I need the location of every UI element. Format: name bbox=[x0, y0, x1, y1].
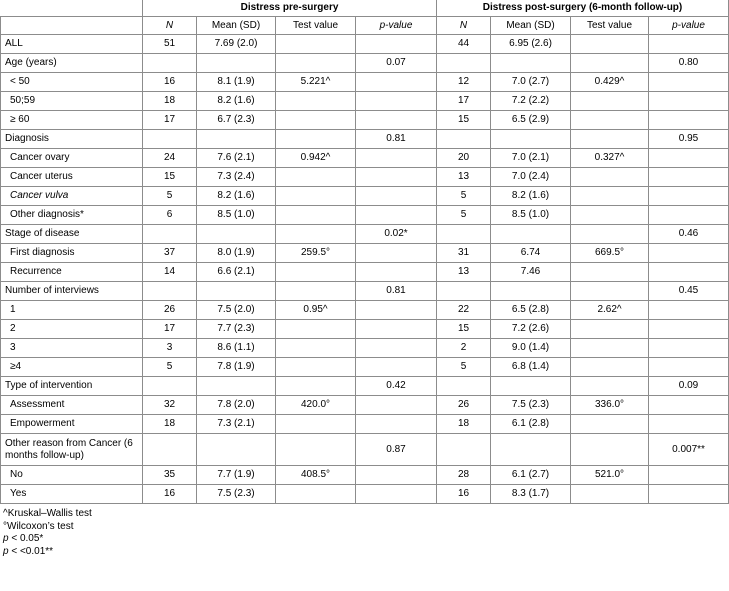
cell-pre-mean: 7.69 (2.0) bbox=[197, 35, 276, 54]
cell-post-p bbox=[649, 263, 729, 282]
cell-pre-p bbox=[356, 466, 437, 485]
row-label: 2 bbox=[1, 320, 143, 339]
table-row bbox=[1, 396, 729, 415]
cell-pre-test bbox=[276, 35, 356, 54]
cell-pre-mean: 8.6 (1.1) bbox=[197, 339, 276, 358]
cell-post-n: 20 bbox=[437, 149, 491, 168]
table-row bbox=[1, 301, 729, 320]
cell-pre-mean: 7.8 (1.9) bbox=[197, 358, 276, 377]
cell-post-test bbox=[571, 187, 649, 206]
cell-pre-n: 5 bbox=[143, 187, 197, 206]
cell-pre-p: 0.02* bbox=[356, 225, 437, 244]
cell-post-p bbox=[649, 244, 729, 263]
cell-post-test bbox=[571, 206, 649, 225]
cell-post-p bbox=[649, 301, 729, 320]
cell-post-p bbox=[649, 396, 729, 415]
cell-pre-n: 18 bbox=[143, 415, 197, 434]
cell-pre-test bbox=[276, 187, 356, 206]
cell-post-mean: 6.1 (2.8) bbox=[491, 415, 571, 434]
footnotes bbox=[0, 504, 729, 558]
cell-post-mean: 6.74 bbox=[491, 244, 571, 263]
cell-post-mean bbox=[491, 282, 571, 301]
cell-post-n: 2 bbox=[437, 339, 491, 358]
cell-post-test bbox=[571, 377, 649, 396]
row-label: ≥ 60 bbox=[1, 111, 143, 130]
cell-pre-mean: 8.2 (1.6) bbox=[197, 92, 276, 111]
column-header-row bbox=[1, 17, 729, 35]
col-n-pre: N bbox=[143, 17, 197, 35]
cell-pre-mean bbox=[197, 434, 276, 466]
table-row bbox=[1, 282, 729, 301]
row-label: Yes bbox=[1, 485, 143, 504]
footnote-text: < 0.05* bbox=[8, 533, 44, 545]
cell-pre-mean: 8.0 (1.9) bbox=[197, 244, 276, 263]
row-label: Type of intervention bbox=[1, 377, 143, 396]
cell-pre-p: 0.81 bbox=[356, 130, 437, 149]
col-n-post: N bbox=[437, 17, 491, 35]
row-label: Diagnosis bbox=[1, 130, 143, 149]
cell-post-n: 16 bbox=[437, 485, 491, 504]
row-label: Stage of disease bbox=[1, 225, 143, 244]
col-mean-pre: Mean (SD) bbox=[197, 17, 276, 35]
cell-post-mean: 8.3 (1.7) bbox=[491, 485, 571, 504]
cell-post-p bbox=[649, 187, 729, 206]
row-label: Other diagnosis* bbox=[1, 206, 143, 225]
row-label: ALL bbox=[1, 35, 143, 54]
table-row bbox=[1, 35, 729, 54]
cell-pre-mean: 7.3 (2.1) bbox=[197, 415, 276, 434]
col-p-post: p-value bbox=[649, 17, 729, 35]
cell-post-test bbox=[571, 35, 649, 54]
cell-pre-test bbox=[276, 92, 356, 111]
cell-pre-test bbox=[276, 282, 356, 301]
cell-pre-n: 17 bbox=[143, 111, 197, 130]
row-label: Empowerment bbox=[1, 415, 143, 434]
cell-post-p: 0.95 bbox=[649, 130, 729, 149]
row-label: Recurrence bbox=[1, 263, 143, 282]
cell-post-n: 28 bbox=[437, 466, 491, 485]
row-label: Age (years) bbox=[1, 54, 143, 73]
cell-post-n bbox=[437, 54, 491, 73]
cell-pre-test bbox=[276, 206, 356, 225]
cell-pre-test bbox=[276, 225, 356, 244]
footnote bbox=[3, 533, 729, 546]
cell-post-mean: 7.0 (2.4) bbox=[491, 168, 571, 187]
cell-post-n bbox=[437, 377, 491, 396]
row-label: No bbox=[1, 466, 143, 485]
cell-post-mean: 7.2 (2.2) bbox=[491, 92, 571, 111]
cell-post-n: 5 bbox=[437, 187, 491, 206]
cell-post-n bbox=[437, 225, 491, 244]
cell-post-test: 0.429^ bbox=[571, 73, 649, 92]
cell-pre-test bbox=[276, 377, 356, 396]
cell-post-mean: 6.95 (2.6) bbox=[491, 35, 571, 54]
cell-post-test bbox=[571, 485, 649, 504]
col-p-pre: p-value bbox=[356, 17, 437, 35]
cell-pre-mean: 6.6 (2.1) bbox=[197, 263, 276, 282]
cell-pre-n: 37 bbox=[143, 244, 197, 263]
cell-pre-p bbox=[356, 485, 437, 504]
cell-post-mean: 7.46 bbox=[491, 263, 571, 282]
cell-post-n: 26 bbox=[437, 396, 491, 415]
row-label: Cancer vulva bbox=[1, 187, 143, 206]
cell-pre-p bbox=[356, 320, 437, 339]
cell-post-test bbox=[571, 111, 649, 130]
cell-pre-p bbox=[356, 168, 437, 187]
row-label: Assessment bbox=[1, 396, 143, 415]
cell-pre-test bbox=[276, 111, 356, 130]
cell-post-test bbox=[571, 320, 649, 339]
cell-pre-n: 6 bbox=[143, 206, 197, 225]
cell-post-test: 521.0° bbox=[571, 466, 649, 485]
cell-pre-test bbox=[276, 339, 356, 358]
cell-post-n: 15 bbox=[437, 111, 491, 130]
cell-post-n: 31 bbox=[437, 244, 491, 263]
footnote-p-symbol: p bbox=[3, 533, 9, 545]
cell-pre-n bbox=[143, 434, 197, 466]
footnote bbox=[3, 508, 729, 521]
cell-pre-p bbox=[356, 244, 437, 263]
cell-pre-mean bbox=[197, 225, 276, 244]
table-row bbox=[1, 54, 729, 73]
cell-post-mean: 9.0 (1.4) bbox=[491, 339, 571, 358]
table-row bbox=[1, 434, 729, 466]
cell-pre-p: 0.42 bbox=[356, 377, 437, 396]
cell-pre-test bbox=[276, 434, 356, 466]
table-row bbox=[1, 225, 729, 244]
cell-pre-mean: 8.1 (1.9) bbox=[197, 73, 276, 92]
cell-post-n: 13 bbox=[437, 168, 491, 187]
table-row bbox=[1, 168, 729, 187]
cell-post-n: 17 bbox=[437, 92, 491, 111]
cell-post-n: 13 bbox=[437, 263, 491, 282]
cell-pre-test bbox=[276, 358, 356, 377]
corner-cell bbox=[1, 0, 143, 17]
cell-pre-test: 259.5° bbox=[276, 244, 356, 263]
cell-post-p bbox=[649, 415, 729, 434]
cell-post-mean: 6.5 (2.8) bbox=[491, 301, 571, 320]
table-row bbox=[1, 466, 729, 485]
cell-pre-mean bbox=[197, 377, 276, 396]
cell-post-mean: 6.8 (1.4) bbox=[491, 358, 571, 377]
row-label: < 50 bbox=[1, 73, 143, 92]
col-test-post: Test value bbox=[571, 17, 649, 35]
cell-post-n bbox=[437, 130, 491, 149]
cell-post-mean: 6.5 (2.9) bbox=[491, 111, 571, 130]
table-row bbox=[1, 485, 729, 504]
cell-post-test bbox=[571, 168, 649, 187]
cell-post-n: 44 bbox=[437, 35, 491, 54]
row-label: Other reason from Cancer (6 months follow-up) bbox=[1, 434, 143, 466]
cell-pre-test bbox=[276, 54, 356, 73]
cell-pre-p bbox=[356, 111, 437, 130]
table-row bbox=[1, 92, 729, 111]
cell-post-test bbox=[571, 92, 649, 111]
row-label: 3 bbox=[1, 339, 143, 358]
cell-post-p bbox=[649, 73, 729, 92]
cell-post-test bbox=[571, 263, 649, 282]
cell-pre-p: 0.87 bbox=[356, 434, 437, 466]
cell-post-test: 669.5° bbox=[571, 244, 649, 263]
cell-post-n: 18 bbox=[437, 415, 491, 434]
cell-post-n: 5 bbox=[437, 358, 491, 377]
cell-post-mean: 7.0 (2.1) bbox=[491, 149, 571, 168]
cell-pre-mean: 7.5 (2.3) bbox=[197, 485, 276, 504]
cell-post-mean: 7.2 (2.6) bbox=[491, 320, 571, 339]
cell-pre-mean: 8.2 (1.6) bbox=[197, 187, 276, 206]
cell-pre-n bbox=[143, 282, 197, 301]
cell-pre-p: 0.07 bbox=[356, 54, 437, 73]
cell-pre-n: 24 bbox=[143, 149, 197, 168]
cell-post-p bbox=[649, 320, 729, 339]
cell-pre-mean: 7.7 (1.9) bbox=[197, 466, 276, 485]
cell-pre-mean: 7.3 (2.4) bbox=[197, 168, 276, 187]
table-row bbox=[1, 149, 729, 168]
table-row bbox=[1, 263, 729, 282]
table-row bbox=[1, 111, 729, 130]
cell-post-test: 336.0° bbox=[571, 396, 649, 415]
cell-pre-n: 15 bbox=[143, 168, 197, 187]
cell-post-mean bbox=[491, 130, 571, 149]
cell-pre-test bbox=[276, 168, 356, 187]
row-label: ≥4 bbox=[1, 358, 143, 377]
cell-post-mean: 7.5 (2.3) bbox=[491, 396, 571, 415]
cell-post-p bbox=[649, 466, 729, 485]
footnote-text: < <0.01** bbox=[8, 545, 54, 557]
cell-post-mean: 8.2 (1.6) bbox=[491, 187, 571, 206]
cell-pre-n: 5 bbox=[143, 358, 197, 377]
table-row bbox=[1, 206, 729, 225]
cell-post-p bbox=[649, 358, 729, 377]
cell-post-p bbox=[649, 111, 729, 130]
cell-pre-n bbox=[143, 377, 197, 396]
cell-pre-p bbox=[356, 149, 437, 168]
cell-pre-n: 17 bbox=[143, 320, 197, 339]
cell-post-p: 0.80 bbox=[649, 54, 729, 73]
cell-pre-test: 0.95^ bbox=[276, 301, 356, 320]
cell-post-test bbox=[571, 54, 649, 73]
cell-post-test bbox=[571, 434, 649, 466]
cell-pre-n: 16 bbox=[143, 73, 197, 92]
cell-pre-mean: 7.8 (2.0) bbox=[197, 396, 276, 415]
cell-post-n bbox=[437, 434, 491, 466]
cell-pre-mean: 7.6 (2.1) bbox=[197, 149, 276, 168]
table-row bbox=[1, 358, 729, 377]
cell-post-p: 0.46 bbox=[649, 225, 729, 244]
table-row bbox=[1, 187, 729, 206]
row-label: Cancer uterus bbox=[1, 168, 143, 187]
row-label: Number of interviews bbox=[1, 282, 143, 301]
cell-pre-p bbox=[356, 301, 437, 320]
row-label: 50;59 bbox=[1, 92, 143, 111]
cell-pre-p bbox=[356, 396, 437, 415]
cell-pre-n: 51 bbox=[143, 35, 197, 54]
cell-post-p bbox=[649, 339, 729, 358]
cell-pre-test bbox=[276, 485, 356, 504]
cell-post-test bbox=[571, 339, 649, 358]
footnote-text: °Wilcoxon’s test bbox=[3, 520, 74, 532]
cell-post-p: 0.09 bbox=[649, 377, 729, 396]
cell-post-mean: 8.5 (1.0) bbox=[491, 206, 571, 225]
footnote-text: ^Kruskal–Wallis test bbox=[3, 508, 92, 519]
cell-post-mean bbox=[491, 225, 571, 244]
row-label: Cancer ovary bbox=[1, 149, 143, 168]
cell-pre-test bbox=[276, 415, 356, 434]
cell-post-n: 22 bbox=[437, 301, 491, 320]
cell-pre-test: 5.221^ bbox=[276, 73, 356, 92]
cell-post-p bbox=[649, 206, 729, 225]
group-header-row bbox=[1, 0, 729, 17]
cell-pre-n: 32 bbox=[143, 396, 197, 415]
cell-pre-n bbox=[143, 130, 197, 149]
table-row bbox=[1, 130, 729, 149]
cell-post-mean bbox=[491, 434, 571, 466]
table-row bbox=[1, 320, 729, 339]
cell-pre-p bbox=[356, 339, 437, 358]
cell-post-n: 5 bbox=[437, 206, 491, 225]
cell-pre-mean: 7.7 (2.3) bbox=[197, 320, 276, 339]
cell-post-test: 2.62^ bbox=[571, 301, 649, 320]
cell-pre-mean: 7.5 (2.0) bbox=[197, 301, 276, 320]
table-row bbox=[1, 415, 729, 434]
cell-pre-p bbox=[356, 73, 437, 92]
cell-pre-n: 35 bbox=[143, 466, 197, 485]
cell-post-p bbox=[649, 149, 729, 168]
cell-post-mean bbox=[491, 377, 571, 396]
cell-pre-p bbox=[356, 35, 437, 54]
cell-pre-p bbox=[356, 415, 437, 434]
col-test-pre: Test value bbox=[276, 17, 356, 35]
cell-pre-mean: 8.5 (1.0) bbox=[197, 206, 276, 225]
cell-post-p bbox=[649, 92, 729, 111]
cell-pre-test bbox=[276, 130, 356, 149]
group-header-pre: Distress pre-surgery bbox=[143, 0, 437, 17]
cell-post-mean bbox=[491, 54, 571, 73]
cell-post-test: 0.327^ bbox=[571, 149, 649, 168]
cell-post-test bbox=[571, 415, 649, 434]
cell-pre-mean bbox=[197, 282, 276, 301]
cell-post-mean: 6.1 (2.7) bbox=[491, 466, 571, 485]
col-mean-post: Mean (SD) bbox=[491, 17, 571, 35]
cell-pre-p bbox=[356, 263, 437, 282]
cell-post-test bbox=[571, 130, 649, 149]
cell-post-mean: 7.0 (2.7) bbox=[491, 73, 571, 92]
cell-post-p bbox=[649, 485, 729, 504]
footnote bbox=[3, 546, 729, 559]
cell-post-n: 12 bbox=[437, 73, 491, 92]
cell-post-p bbox=[649, 35, 729, 54]
cell-pre-p bbox=[356, 358, 437, 377]
cell-post-p bbox=[649, 168, 729, 187]
cell-pre-n bbox=[143, 54, 197, 73]
table-row bbox=[1, 377, 729, 396]
cell-pre-n: 26 bbox=[143, 301, 197, 320]
cell-post-p: 0.007** bbox=[649, 434, 729, 466]
cell-pre-test bbox=[276, 263, 356, 282]
cell-pre-test: 0.942^ bbox=[276, 149, 356, 168]
cell-pre-p bbox=[356, 187, 437, 206]
cell-post-test bbox=[571, 282, 649, 301]
cell-pre-n: 18 bbox=[143, 92, 197, 111]
cell-pre-n: 3 bbox=[143, 339, 197, 358]
cell-pre-p: 0.81 bbox=[356, 282, 437, 301]
row-label: First diagnosis bbox=[1, 244, 143, 263]
cell-pre-mean bbox=[197, 54, 276, 73]
cell-pre-test: 420.0° bbox=[276, 396, 356, 415]
footnote bbox=[3, 521, 729, 534]
cell-pre-p bbox=[356, 206, 437, 225]
cell-pre-n bbox=[143, 225, 197, 244]
cell-pre-test: 408.5° bbox=[276, 466, 356, 485]
cell-pre-n: 14 bbox=[143, 263, 197, 282]
table-row bbox=[1, 73, 729, 92]
table-row bbox=[1, 339, 729, 358]
row-label: 1 bbox=[1, 301, 143, 320]
cell-post-test bbox=[571, 225, 649, 244]
footnote-p-symbol: p bbox=[3, 545, 9, 557]
cell-pre-test bbox=[276, 320, 356, 339]
table-row bbox=[1, 244, 729, 263]
cell-pre-mean bbox=[197, 130, 276, 149]
table-body bbox=[1, 35, 729, 504]
cell-pre-n: 16 bbox=[143, 485, 197, 504]
cell-post-n bbox=[437, 282, 491, 301]
label-header-cell bbox=[1, 17, 143, 35]
cell-pre-p bbox=[356, 92, 437, 111]
cell-post-n: 15 bbox=[437, 320, 491, 339]
group-header-post: Distress post-surgery (6-month follow-up) bbox=[437, 0, 729, 17]
cell-post-p: 0.45 bbox=[649, 282, 729, 301]
cell-pre-mean: 6.7 (2.3) bbox=[197, 111, 276, 130]
cell-post-test bbox=[571, 358, 649, 377]
